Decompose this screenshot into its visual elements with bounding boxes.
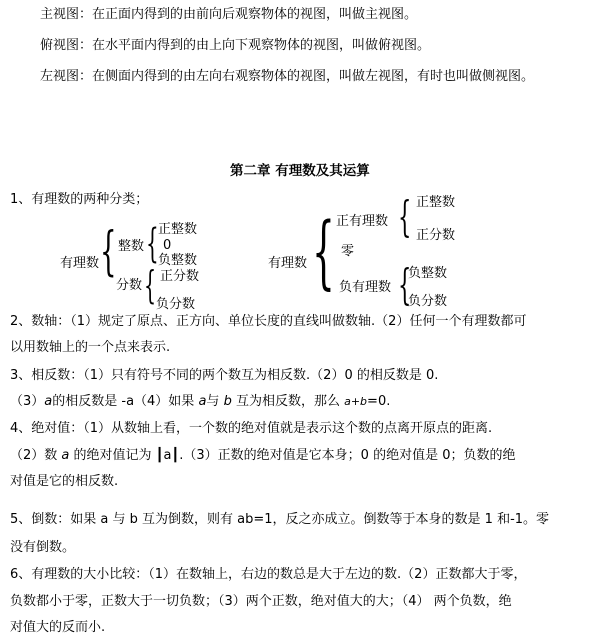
top-view-definition: 俯视图：在水平面内得到的由上向下观察物体的视图，叫做俯视图。 — [40, 38, 431, 53]
tree-b-negative: 负有理数 — [339, 280, 392, 295]
var-a: a — [44, 394, 53, 409]
expr-a-plus-b: a+b — [344, 395, 368, 408]
tree-a-negative-fraction: 负分数 — [156, 297, 196, 312]
tree-a-zero: 0 — [163, 238, 172, 253]
absolute-value-line-1: 4、绝对值：（1）从数轴上看，一个数的绝对值就是表示这个数的点离开原点的距离. — [10, 421, 493, 436]
comparison-line-3: 对值大的反而小. — [10, 620, 106, 635]
tree-b-positive: 正有理数 — [336, 214, 389, 229]
text-run: （3） — [10, 394, 45, 409]
text-run: =0. — [367, 394, 391, 409]
var-a: a — [198, 394, 207, 409]
classification-heading: 1、有理数的两种分类； — [10, 192, 149, 207]
tree-b-negative-fraction: 负分数 — [408, 294, 448, 309]
comparison-line-2: 负数都小于零，正数大于一切负数；（3）两个正数，绝对值大的大；（4） 两个负数，绝 — [10, 594, 512, 609]
tree-b-positive-integer: 正整数 — [416, 195, 456, 210]
tree-b-main-brace: { — [312, 205, 335, 298]
reciprocal-line-2: 没有倒数。 — [10, 540, 76, 555]
number-line-line-1: 2、数轴：（1）规定了原点、正方向、单位长度的直线叫做数轴.（2）任何一个有理数都可 — [10, 314, 527, 329]
tree-b-positive-fraction: 正分数 — [416, 228, 456, 243]
absolute-value-line-2 — [10, 447, 515, 465]
absolute-value-line-3: 对值是它的相反数. — [10, 474, 119, 489]
var-b: b — [223, 394, 232, 409]
chapter-title: 第二章 有理数及其运算 — [230, 163, 370, 179]
tree-b-root: 有理数 — [268, 256, 308, 271]
tree-a-fraction-brace: { — [144, 263, 157, 307]
tree-a-positive-integer: 正整数 — [158, 222, 198, 237]
tree-a-integer-brace: { — [146, 221, 159, 267]
tree-a-integer: 整数 — [118, 239, 145, 254]
comparison-line-1: 6、有理数的大小比较：（1）在数轴上，右边的数总是大于左边的数.（2）正数都大于零， — [10, 567, 527, 582]
tree-b-negative-brace: { — [398, 260, 412, 309]
tree-a-main-brace: { — [100, 222, 117, 282]
text-run: 的绝对值记为 ┃a┃.（3）正数的绝对值是它本身；0 的绝对值是 0；负数的绝 — [69, 448, 516, 463]
left-view-definition: 左视图：在侧面内得到的由左向右观察物体的视图，叫做左视图，有时也叫做侧视图。 — [40, 69, 535, 84]
front-view-definition: 主视图：在正面内得到的由前向后观察物体的视图，叫做主视图。 — [40, 7, 418, 22]
tree-a-negative-integer: 负整数 — [158, 253, 198, 268]
text-run: （2）数 — [10, 448, 62, 463]
reciprocal-line-1: 5、倒数：如果 a 与 b 互为倒数，则有 ab=1，反之亦成立。倒数等于本身的数是 1 和-1。零 — [10, 512, 550, 527]
tree-b-positive-brace: { — [398, 192, 412, 241]
text-run: 互为相反数，那么 — [231, 394, 345, 409]
number-line-line-2: 以用数轴上的一个点来表示. — [10, 340, 171, 355]
tree-a-fraction: 分数 — [116, 278, 143, 293]
text-run: 的相反数是 -a（4）如果 — [52, 394, 199, 409]
opposite-number-line-2 — [10, 393, 390, 411]
tree-b-negative-integer: 负整数 — [408, 266, 448, 281]
text-run: 与 — [206, 394, 224, 409]
tree-b-zero: 零 — [341, 244, 355, 259]
var-a: a — [61, 448, 70, 463]
tree-a-root: 有理数 — [60, 256, 100, 271]
tree-a-positive-fraction: 正分数 — [160, 269, 200, 284]
opposite-number-line-1: 3、相反数：（1）只有符号不同的两个数互为相反数.（2）0 的相反数是 0. — [10, 368, 439, 383]
